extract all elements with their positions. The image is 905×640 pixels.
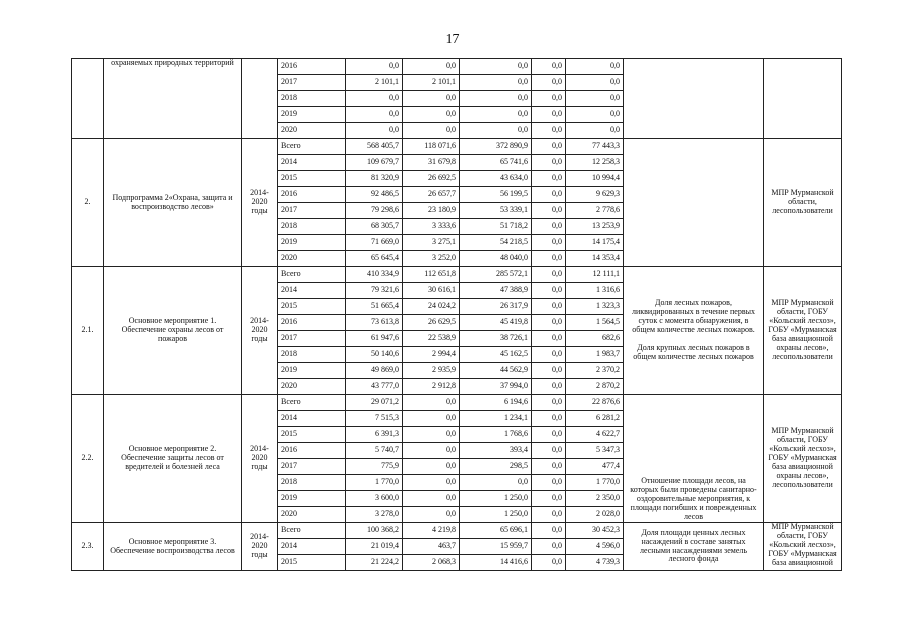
amount-other-sources: 12 111,1 <box>566 267 624 283</box>
amount-regional-budget: 48 040,0 <box>460 251 532 267</box>
amount-total: 79 321,6 <box>346 283 403 299</box>
amount-other-sources: 0,0 <box>566 91 624 107</box>
indicator-text: Доля площади ценных лесных насаждений в составе занятых лесными насаждениями земель лесного фонда <box>639 527 748 564</box>
indicator-text: Отношение площади лесов, на которых были проведены санитарно-оздоровительные мероприятия, к площади погибших и поврежденных лесов <box>630 476 757 522</box>
year-cell: 2016 <box>278 187 346 203</box>
year-cell: Всего <box>278 267 346 283</box>
year-cell: 2015 <box>278 299 346 315</box>
amount-federal-budget: 0,0 <box>403 59 460 75</box>
amount-federal-budget: 31 679,8 <box>403 155 460 171</box>
amount-total: 21 019,4 <box>346 539 403 555</box>
amount-local-budget: 0,0 <box>532 235 566 251</box>
amount-other-sources: 13 253,9 <box>566 219 624 235</box>
table-row <box>72 267 842 283</box>
year-cell: 2017 <box>278 203 346 219</box>
amount-federal-budget: 2 994,4 <box>403 347 460 363</box>
amount-federal-budget: 112 651,8 <box>403 267 460 283</box>
amount-total: 5 740,7 <box>346 443 403 459</box>
amount-regional-budget: 38 726,1 <box>460 331 532 347</box>
amount-other-sources: 12 258,3 <box>566 155 624 171</box>
amount-federal-budget: 22 538,9 <box>403 331 460 347</box>
table-row <box>72 59 842 75</box>
amount-total: 65 645,4 <box>346 251 403 267</box>
amount-other-sources: 1 770,0 <box>566 475 624 491</box>
amount-total: 50 140,6 <box>346 347 403 363</box>
responsible-executors <box>764 59 842 139</box>
item-number: 2.2. <box>72 395 104 523</box>
amount-federal-budget: 23 180,9 <box>403 203 460 219</box>
target-indicators <box>624 395 764 523</box>
amount-regional-budget: 14 416,6 <box>460 555 532 571</box>
amount-total: 81 320,9 <box>346 171 403 187</box>
year-cell: 2018 <box>278 91 346 107</box>
amount-other-sources: 1 316,6 <box>566 283 624 299</box>
amount-other-sources: 0,0 <box>566 123 624 139</box>
table-row <box>72 395 842 411</box>
program-period: 2014-2020 годы <box>242 523 278 571</box>
amount-regional-budget: 1 250,0 <box>460 507 532 523</box>
amount-local-budget: 0,0 <box>532 443 566 459</box>
amount-federal-budget: 0,0 <box>403 107 460 123</box>
amount-federal-budget: 0,0 <box>403 395 460 411</box>
year-cell: 2015 <box>278 171 346 187</box>
year-cell: 2017 <box>278 75 346 91</box>
amount-total: 49 869,0 <box>346 363 403 379</box>
amount-regional-budget: 1 250,0 <box>460 491 532 507</box>
year-cell: 2014 <box>278 283 346 299</box>
amount-regional-budget: 65 696,1 <box>460 523 532 539</box>
amount-other-sources: 9 629,3 <box>566 187 624 203</box>
amount-regional-budget: 45 162,5 <box>460 347 532 363</box>
amount-regional-budget: 6 194,6 <box>460 395 532 411</box>
amount-federal-budget: 4 219,8 <box>403 523 460 539</box>
amount-local-budget: 0,0 <box>532 347 566 363</box>
amount-regional-budget: 0,0 <box>460 107 532 123</box>
responsible-executors: МПР Мурманской области, ГОБУ «Кольский лесхоз», ГОБУ «Мурманская база авиационной <box>764 523 842 571</box>
amount-total: 109 679,7 <box>346 155 403 171</box>
amount-other-sources: 1 983,7 <box>566 347 624 363</box>
amount-other-sources: 4 739,3 <box>566 555 624 571</box>
amount-local-budget: 0,0 <box>532 491 566 507</box>
amount-other-sources: 2 028,0 <box>566 507 624 523</box>
amount-federal-budget: 0,0 <box>403 91 460 107</box>
amount-federal-budget: 0,0 <box>403 411 460 427</box>
responsible-executors: МПР Мурманской области, ГОБУ «Кольский лесхоз», ГОБУ «Мурманская база авиационной охраны лесов», лесопользователи <box>764 267 842 395</box>
amount-local-budget: 0,0 <box>532 411 566 427</box>
amount-regional-budget: 44 562,9 <box>460 363 532 379</box>
budget-table <box>71 58 842 571</box>
year-cell: 2020 <box>278 251 346 267</box>
amount-regional-budget: 56 199,5 <box>460 187 532 203</box>
amount-other-sources: 1 564,5 <box>566 315 624 331</box>
amount-regional-budget: 65 741,6 <box>460 155 532 171</box>
amount-local-budget: 0,0 <box>532 75 566 91</box>
year-cell: 2016 <box>278 59 346 75</box>
year-cell: 2017 <box>278 459 346 475</box>
amount-regional-budget: 37 994,0 <box>460 379 532 395</box>
program-period: 2014-2020 годы <box>242 267 278 395</box>
amount-federal-budget: 3 252,0 <box>403 251 460 267</box>
page-number: 17 <box>445 32 460 47</box>
year-cell: 2020 <box>278 123 346 139</box>
amount-local-budget: 0,0 <box>532 539 566 555</box>
amount-other-sources: 2 778,6 <box>566 203 624 219</box>
amount-regional-budget: 15 959,7 <box>460 539 532 555</box>
amount-total: 43 777,0 <box>346 379 403 395</box>
amount-total: 6 391,3 <box>346 427 403 443</box>
amount-local-budget: 0,0 <box>532 219 566 235</box>
amount-local-budget: 0,0 <box>532 427 566 443</box>
amount-regional-budget: 51 718,2 <box>460 219 532 235</box>
amount-local-budget: 0,0 <box>532 475 566 491</box>
amount-other-sources: 22 876,6 <box>566 395 624 411</box>
amount-other-sources: 4 596,0 <box>566 539 624 555</box>
amount-regional-budget: 45 419,8 <box>460 315 532 331</box>
target-indicators <box>624 139 764 267</box>
amount-total: 79 298,6 <box>346 203 403 219</box>
amount-federal-budget: 3 333,6 <box>403 219 460 235</box>
program-name: Основное мероприятие 3. Обеспечение воспроизводства лесов <box>104 523 242 571</box>
amount-local-budget: 0,0 <box>532 139 566 155</box>
amount-federal-budget: 26 692,5 <box>403 171 460 187</box>
item-number <box>72 59 104 139</box>
amount-local-budget: 0,0 <box>532 555 566 571</box>
year-cell: 2015 <box>278 555 346 571</box>
year-cell: 2014 <box>278 155 346 171</box>
amount-other-sources: 4 622,7 <box>566 427 624 443</box>
amount-federal-budget: 2 912,8 <box>403 379 460 395</box>
amount-other-sources: 77 443,3 <box>566 139 624 155</box>
indicator-text: Доля крупных лесных пожаров в общем количестве лесных пожаров <box>633 342 754 361</box>
amount-local-budget: 0,0 <box>532 283 566 299</box>
amount-other-sources: 0,0 <box>566 107 624 123</box>
amount-regional-budget: 285 572,1 <box>460 267 532 283</box>
program-name: Основное мероприятие 2. Обеспечение защиты лесов от вредителей и болезней леса <box>104 395 242 523</box>
amount-local-budget: 0,0 <box>532 331 566 347</box>
amount-local-budget: 0,0 <box>532 299 566 315</box>
amount-local-budget: 0,0 <box>532 155 566 171</box>
program-name: охраняемых природных территорий <box>104 59 242 139</box>
amount-local-budget: 0,0 <box>532 523 566 539</box>
amount-local-budget: 0,0 <box>532 251 566 267</box>
amount-other-sources: 14 175,4 <box>566 235 624 251</box>
amount-federal-budget: 26 629,5 <box>403 315 460 331</box>
year-cell: 2019 <box>278 491 346 507</box>
year-cell: Всего <box>278 139 346 155</box>
year-cell: 2018 <box>278 219 346 235</box>
year-cell: 2018 <box>278 347 346 363</box>
amount-other-sources: 2 370,2 <box>566 363 624 379</box>
amount-total: 3 600,0 <box>346 491 403 507</box>
year-cell: 2018 <box>278 475 346 491</box>
year-cell: 2019 <box>278 235 346 251</box>
amount-total: 73 613,8 <box>346 315 403 331</box>
year-cell: 2014 <box>278 411 346 427</box>
amount-other-sources: 10 994,4 <box>566 171 624 187</box>
amount-local-budget: 0,0 <box>532 507 566 523</box>
amount-regional-budget: 298,5 <box>460 459 532 475</box>
amount-local-budget: 0,0 <box>532 395 566 411</box>
amount-other-sources: 477,4 <box>566 459 624 475</box>
item-number: 2. <box>72 139 104 267</box>
year-cell: 2020 <box>278 507 346 523</box>
amount-federal-budget: 0,0 <box>403 507 460 523</box>
amount-local-budget: 0,0 <box>532 59 566 75</box>
program-period <box>242 59 278 139</box>
amount-total: 61 947,6 <box>346 331 403 347</box>
amount-other-sources: 0,0 <box>566 59 624 75</box>
year-cell: 2016 <box>278 443 346 459</box>
item-number: 2.1. <box>72 267 104 395</box>
responsible-executors: МПР Мурманской области, ГОБУ «Кольский лесхоз», ГОБУ «Мурманская база авиационной охраны лесов», лесопользователи <box>764 395 842 523</box>
amount-regional-budget: 43 634,0 <box>460 171 532 187</box>
target-indicators <box>624 59 764 139</box>
amount-total: 21 224,2 <box>346 555 403 571</box>
program-period: 2014-2020 годы <box>242 139 278 267</box>
amount-federal-budget: 3 275,1 <box>403 235 460 251</box>
item-number: 2.3. <box>72 523 104 571</box>
program-name: Подпрограмма 2«Охрана, защита и воспроизводство лесов» <box>104 139 242 267</box>
table-row <box>72 523 842 539</box>
amount-federal-budget: 2 101,1 <box>403 75 460 91</box>
amount-federal-budget: 0,0 <box>403 427 460 443</box>
amount-federal-budget: 2 068,3 <box>403 555 460 571</box>
amount-local-budget: 0,0 <box>532 315 566 331</box>
amount-federal-budget: 118 071,6 <box>403 139 460 155</box>
amount-total: 3 278,0 <box>346 507 403 523</box>
amount-federal-budget: 24 024,2 <box>403 299 460 315</box>
indicator-text: Доля лесных пожаров, ликвидированных в течение первых суток с момента обнаружения, в общем количестве лесных пожаров. <box>631 298 756 334</box>
amount-total: 92 486,5 <box>346 187 403 203</box>
amount-federal-budget: 0,0 <box>403 475 460 491</box>
amount-regional-budget: 393,4 <box>460 443 532 459</box>
amount-federal-budget: 30 616,1 <box>403 283 460 299</box>
amount-local-budget: 0,0 <box>532 171 566 187</box>
amount-total: 0,0 <box>346 91 403 107</box>
amount-regional-budget: 0,0 <box>460 59 532 75</box>
amount-federal-budget: 463,7 <box>403 539 460 555</box>
amount-local-budget: 0,0 <box>532 203 566 219</box>
amount-regional-budget: 0,0 <box>460 475 532 491</box>
amount-total: 775,9 <box>346 459 403 475</box>
year-cell: 2016 <box>278 315 346 331</box>
amount-local-budget: 0,0 <box>532 267 566 283</box>
amount-local-budget: 0,0 <box>532 363 566 379</box>
amount-total: 1 770,0 <box>346 475 403 491</box>
amount-regional-budget: 26 317,9 <box>460 299 532 315</box>
year-cell: 2015 <box>278 427 346 443</box>
amount-total: 68 305,7 <box>346 219 403 235</box>
table-row <box>72 139 842 155</box>
year-cell: 2017 <box>278 331 346 347</box>
amount-regional-budget: 0,0 <box>460 123 532 139</box>
amount-total: 100 368,2 <box>346 523 403 539</box>
amount-federal-budget: 2 935,9 <box>403 363 460 379</box>
amount-federal-budget: 0,0 <box>403 443 460 459</box>
year-cell: 2019 <box>278 107 346 123</box>
amount-federal-budget: 0,0 <box>403 459 460 475</box>
amount-total: 568 405,7 <box>346 139 403 155</box>
year-cell: 2020 <box>278 379 346 395</box>
amount-regional-budget: 54 218,5 <box>460 235 532 251</box>
amount-total: 410 334,9 <box>346 267 403 283</box>
amount-total: 0,0 <box>346 59 403 75</box>
amount-total: 2 101,1 <box>346 75 403 91</box>
amount-total: 29 071,2 <box>346 395 403 411</box>
amount-federal-budget: 26 657,7 <box>403 187 460 203</box>
amount-other-sources: 14 353,4 <box>566 251 624 267</box>
year-cell: Всего <box>278 523 346 539</box>
amount-other-sources: 0,0 <box>566 75 624 91</box>
amount-other-sources: 5 347,3 <box>566 443 624 459</box>
amount-local-budget: 0,0 <box>532 187 566 203</box>
amount-total: 7 515,3 <box>346 411 403 427</box>
amount-regional-budget: 53 339,1 <box>460 203 532 219</box>
amount-local-budget: 0,0 <box>532 379 566 395</box>
year-cell: 2019 <box>278 363 346 379</box>
target-indicators <box>624 523 764 571</box>
amount-total: 71 669,0 <box>346 235 403 251</box>
amount-local-budget: 0,0 <box>532 107 566 123</box>
year-cell: 2014 <box>278 539 346 555</box>
amount-regional-budget: 0,0 <box>460 75 532 91</box>
amount-total: 0,0 <box>346 123 403 139</box>
amount-other-sources: 682,6 <box>566 331 624 347</box>
amount-regional-budget: 1 234,1 <box>460 411 532 427</box>
amount-local-budget: 0,0 <box>532 123 566 139</box>
amount-total: 0,0 <box>346 107 403 123</box>
amount-regional-budget: 47 388,9 <box>460 283 532 299</box>
amount-other-sources: 2 350,0 <box>566 491 624 507</box>
amount-other-sources: 30 452,3 <box>566 523 624 539</box>
amount-other-sources: 2 870,2 <box>566 379 624 395</box>
target-indicators <box>624 267 764 395</box>
amount-federal-budget: 0,0 <box>403 491 460 507</box>
amount-federal-budget: 0,0 <box>403 123 460 139</box>
amount-other-sources: 6 281,2 <box>566 411 624 427</box>
amount-local-budget: 0,0 <box>532 459 566 475</box>
amount-regional-budget: 372 890,9 <box>460 139 532 155</box>
amount-regional-budget: 1 768,6 <box>460 427 532 443</box>
responsible-executors: МПР Мурманской области, лесопользователи <box>764 139 842 267</box>
program-period: 2014-2020 годы <box>242 395 278 523</box>
amount-regional-budget: 0,0 <box>460 91 532 107</box>
year-cell: Всего <box>278 395 346 411</box>
program-name: Основное мероприятие 1. Обеспечение охраны лесов от пожаров <box>104 267 242 395</box>
amount-local-budget: 0,0 <box>532 91 566 107</box>
amount-total: 51 665,4 <box>346 299 403 315</box>
amount-other-sources: 1 323,3 <box>566 299 624 315</box>
